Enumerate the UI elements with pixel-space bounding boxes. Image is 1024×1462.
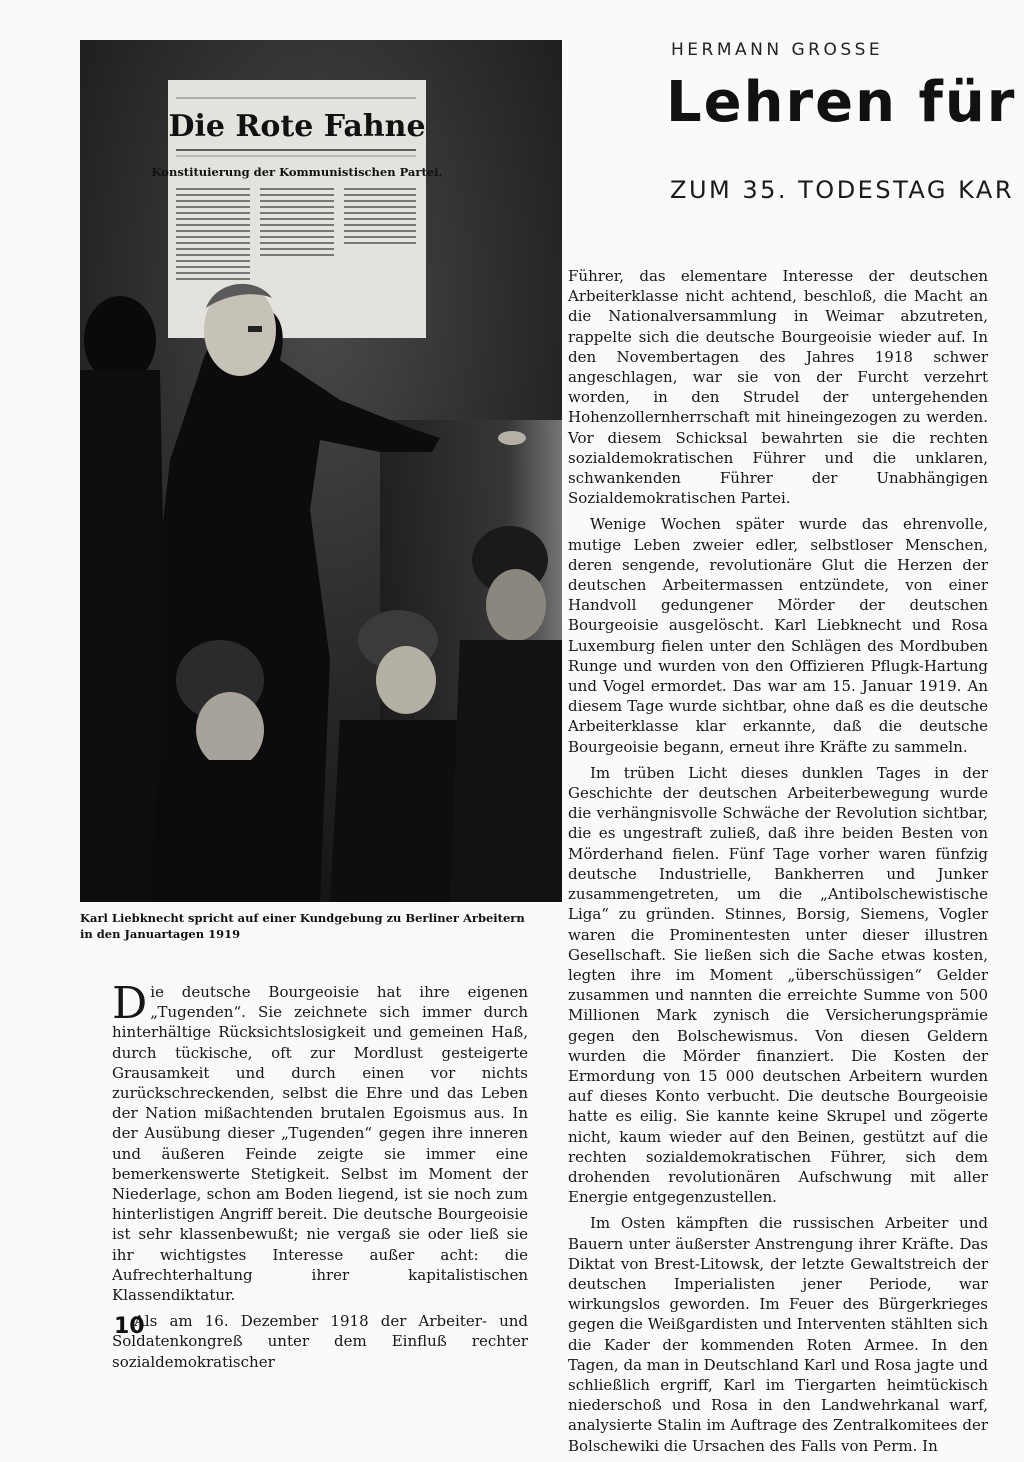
right-text-column (568, 266, 988, 1462)
caption-line-2: in den Januartagen 1919 (80, 927, 241, 941)
paragraph: Führer, das elementare Interesse der deutschen Arbeiterklasse nicht achtend, beschloß, die Macht an die Nationalversammlung in Weimar abzutreten, rappelte sich die deutsche Bourgeoisie wieder auf. In den Novembertagen des Jahres 1918 schwer angeschlagen, war sie von der Furcht verzehrt worden, in den Strudel der untergehenden Hohenzollernherrschaft mit hineingezogen zu werden. Vor diesem Schicksal bewahrten sie die rechten sozialdemokratischen Führer und die unklaren, schwankenden Führer der Unabhängigen Sozialdemokratischen Partei. (568, 267, 988, 508)
author-name: HERMANN GROSSE (671, 40, 884, 60)
paragraph-text: ie deutsche Bourgeoisie hat ihre eigenen „Tugenden“. Sie zeichnete sich immer durch hinterhältige Rücksichtslosigkeit und gemeinen Haß, durch tückische, oft zur Mordlust gesteigerte Grausamkeit und durch einen vor nichts zurückschreckenden, selbst die Ehre und das Leben der Nation mißachtenden brutalen Egoismus aus. In der Ausübung dieser „Tugenden“ gegen ihre inneren und äußeren Feinde zeigte sie immer eine bemerkenswerte Stetigkeit. Selbst im Moment der Niederlage, schon am Boden liegend, ist sie noch zum hinterlistigen Angriff bereit. Die deutsche Bourgeoisie ist sehr klassenbewußt; nie vergaß sie oder ließ sie ihr wichtigstes Interesse außer acht: die Aufrechterhaltung ihrer kapitalistischen Klassendiktatur. (112, 983, 528, 1305)
newspaper-headline: Konstituierung der Kommunistischen Partei. (151, 165, 443, 179)
article-headline: Lehren für (666, 70, 1017, 135)
paragraph: Im Osten kämpften die russischen Arbeiter und Bauern unter äußerster Anstrengung ihrer Kräfte. Das Diktat von Brest-Litowsk, der letzte Gewaltstreich der deutschen Imperialisten jener Periode, war wirkungslos geworden. Im Feuer des Bürgerkrieges gegen die Weißgardisten und Interventen stählten sich die Kader der kommenden Roten Armee. In den Tagen, da man in Deutschland Karl und Rosa jagte und schließlich ergriff, Karl im Tiergarten heimtückisch niederschoß und Rosa in den Landwehrkanal warf, analysierte Stalin im Auftrage des Zentralkomitees der Bolschewiki die Ursachen des Falls von Perm. In (568, 1214, 988, 1455)
newspaper-masthead: Die Rote Fahne (168, 109, 426, 144)
paragraph: Im trüben Licht dieses dunklen Tages in der Geschichte der deutschen Arbeiterbewegung wurde die verhängnisvolle Schwäche der Revolution sichtbar, die es ungestraft zuließ, daß ihre beiden Besten von Mörderhand fielen. Fünf Tage vorher waren fünfzig deutsche Industrielle, Bankherren und Junker zusammengetreten, um die „Antibolschewistische Liga“ zu gründen. Stinnes, Borsig, Siemens, Vogler waren die Prominentesten unter dieser illustren Gesellschaft. Sie ließen sich die Sache etwas kosten, legten ihre im Moment „überschüssigen“ Gelder zusammen und nannten die erreichte Summe von 500 Millionen Mark zynisch die Versicherungsprämie gegen den Bolschewismus. Von diesen Geldern wurden die Mörder finanziert. Die Kosten der Ermordung von 15 000 deutschen Arbeitern wurden auf dieses Konto verbucht. Die deutsche Bourgeoisie hatte es eilig. Sie kannte keine Skrupel und zögerte nicht, kaum wieder auf den Beinen, gestützt auf die rechten sozialdemokratischen Führer, sich dem drohenden revolutionären Aufschwung mit aller Energie entgegenzustellen. (568, 763, 988, 1207)
paragraph (112, 978, 528, 1305)
photo-caption (80, 910, 550, 942)
left-text-column (112, 978, 528, 1378)
drop-cap: D (112, 978, 148, 1029)
paragraph: Als am 16. Dezember 1918 der Arbeiter- und Soldatenkongreß unter dem Einfluß rechter sozialdemokratischer (112, 1312, 528, 1371)
article-subtitle: ZUM 35. TODESTAG KAR (670, 176, 1014, 204)
paragraph: Wenige Wochen später wurde das ehrenvolle, mutige Leben zweier edler, selbstloser Menschen, deren sengende, revolutionäre Glut die Herzen der deutschen Arbeitermassen entzündete, von einer Handvoll gedungener Mörder der deutschen Bourgeoisie ausgelöscht. Karl Liebknecht und Rosa Luxemburg fielen unter den Schlägen des Mordbuben Runge und wurden von den Offizieren Pflugk-Hartung und Vogel ermordet. Das war am 15. Januar 1919. An diesem Tage wurde sichtbar, ohne daß es die deutsche Arbeiterklasse klar erkannte, daß die deutsche Bourgeoisie begann, erneut ihre Kräfte zu sammeln. (568, 515, 988, 756)
page-number: 10 (114, 1314, 145, 1339)
photograph-liebknecht-rally (80, 40, 562, 902)
newspaper-poster (152, 80, 443, 338)
caption-line-1: Karl Liebknecht spricht auf einer Kundgebung zu Berliner Arbeitern (80, 911, 525, 925)
